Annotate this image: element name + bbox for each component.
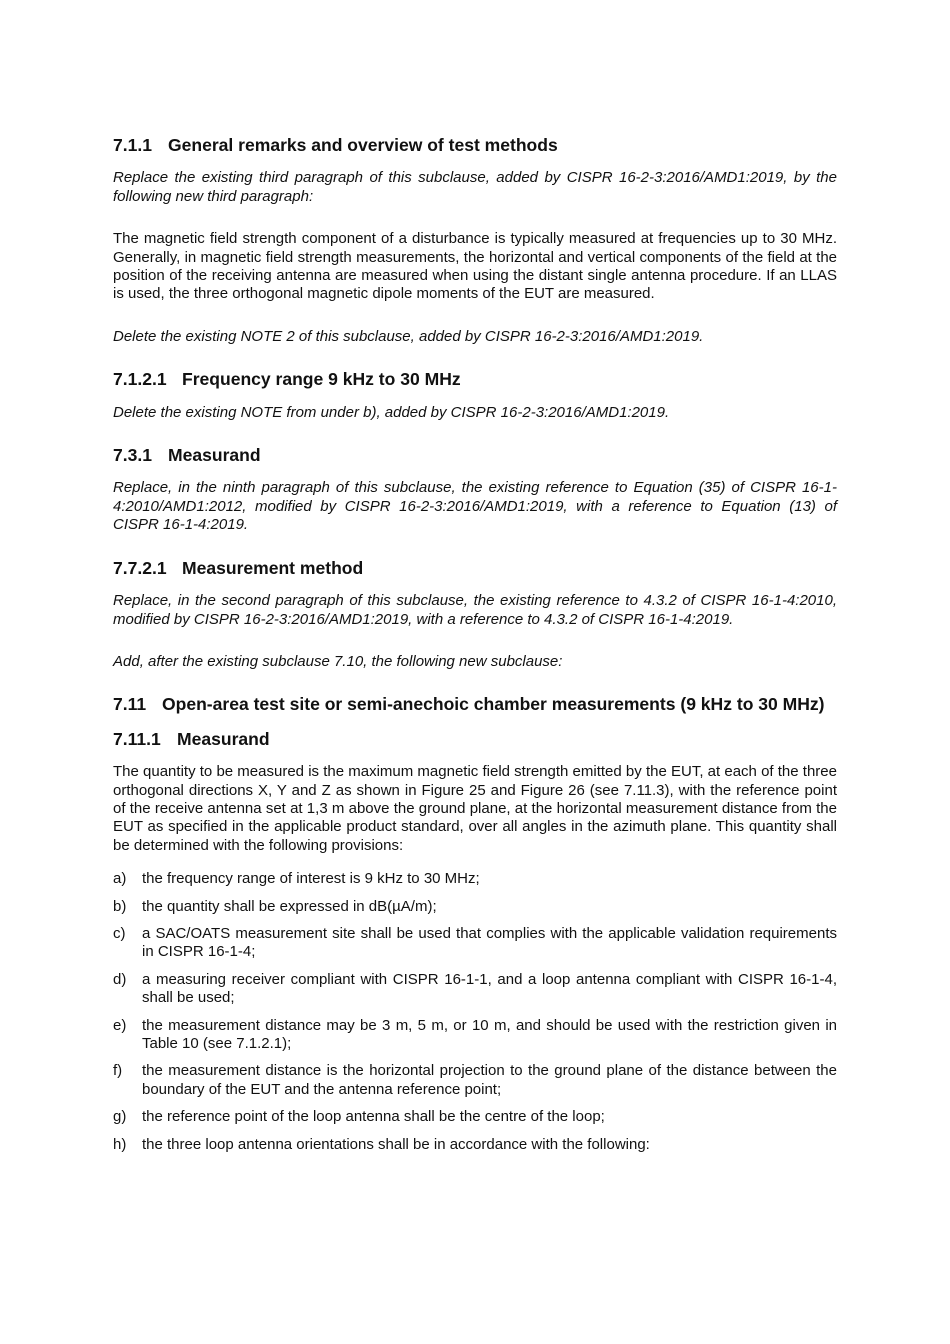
list-item-label: f) <box>113 1062 123 1080</box>
list-item <box>113 1017 837 1054</box>
heading-7-1-1 <box>113 136 837 154</box>
list-item <box>113 1108 837 1126</box>
list-item-label: b) <box>113 897 127 915</box>
heading-number: 7.11 <box>113 694 147 715</box>
heading-number: 7.11.1 <box>113 728 161 749</box>
list-item-text: a SAC/OATS measurement site shall be used that complies with the applicable validation requirements in CISPR 16-1-4; <box>142 924 837 961</box>
heading-7-11 <box>113 695 837 713</box>
list-item <box>113 925 837 962</box>
amendment-instruction: Replace, in the second paragraph of this subclause, the existing reference to 4.3.2 of CISPR 16-1-4:2010, modified by CISPR 16-2-3:2016/AMD1:2019, with a reference to 4.3.2 of CISPR 16-1-4:2019. <box>113 592 837 628</box>
heading-number: 7.7.2.1 <box>113 557 167 578</box>
heading-title: Frequency range 9 kHz to 30 MHz <box>182 369 461 390</box>
list-item <box>113 898 837 916</box>
heading-number: 7.3.1 <box>113 445 152 466</box>
list-item <box>113 1062 837 1099</box>
provisions-list <box>113 870 837 1154</box>
heading-title: General remarks and overview of test methods <box>168 135 558 155</box>
amendment-instruction: Delete the existing NOTE 2 of this subclause, added by CISPR 16-2-3:2016/AMD1:2019. <box>113 327 704 345</box>
heading-7-11-1 <box>113 730 837 748</box>
list-item-label: g) <box>113 1108 127 1126</box>
amendment-instruction: Replace the existing third paragraph of this subclause, added by CISPR 16-2-3:2016/AMD1:2019, by the following new third paragraph: <box>113 169 837 205</box>
list-item-label: h) <box>113 1135 127 1153</box>
list-item-text: the frequency range of interest is 9 kHz to 30 MHz; <box>142 870 480 888</box>
list-item-text: the three loop antenna orientations shall be in accordance with the following: <box>142 1135 650 1153</box>
body-paragraph: The magnetic field strength component of a disturbance is typically measured at frequencies up to 30 MHz. Generally, in magnetic field strength measurements, the horizontal and vertical components of the field at the position of the receiving antenna are measured when using the distant single antenna procedure. If an LLAS is used, the three orthogonal magnetic dipole moments of the EUT are measured. <box>113 230 837 303</box>
list-item-label: e) <box>113 1016 127 1034</box>
list-item-text: the measurement distance is the horizontal projection to the ground plane of the distance between the boundary of the EUT and the antenna reference point; <box>142 1062 837 1098</box>
body-paragraph: The quantity to be measured is the maximum magnetic field strength emitted by the EUT, at each of the three orthogonal directions X, Y and Z as shown in Figure 25 and Figure 26 (see 7.11.3), with the reference point of the receive antenna set at 1,3 m above the ground plane, at the horizontal measurement distance from the EUT as specified in the applicable product standard, over all angles in the azimuth plane. This quantity shall be determined with the following provisions: <box>113 763 837 854</box>
list-item-text: the measurement distance may be 3 m, 5 m, or 10 m, and should be used with the restriction given in Table 10 (see 7.1.2.1); <box>142 1016 837 1052</box>
list-item-label: c) <box>113 924 126 942</box>
heading-title: Measurand <box>168 445 261 466</box>
heading-title: Measurand <box>177 728 270 749</box>
list-item <box>113 971 837 1008</box>
heading-title: Open-area test site or semi-anechoic chamber measurements (9 kHz to 30 MHz) <box>162 694 825 715</box>
amendment-instruction: Delete the existing NOTE from under b), added by CISPR 16-2-3:2016/AMD1:2019. <box>113 403 670 421</box>
list-item-label: d) <box>113 970 127 988</box>
document-page <box>113 136 837 1154</box>
list-item <box>113 1136 837 1154</box>
heading-title: Measurement method <box>182 557 364 578</box>
heading-7-7-2-1 <box>113 559 837 577</box>
heading-number: 7.1.2.1 <box>113 369 167 390</box>
list-item <box>113 870 837 888</box>
heading-7-1-2-1 <box>113 370 837 388</box>
list-item-text: a measuring receiver compliant with CISPR 16-1-1, and a loop antenna compliant with CISPR 16-1-4, shall be used; <box>142 970 837 1007</box>
heading-number: 7.1.1 <box>113 135 152 155</box>
amendment-instruction: Replace, in the ninth paragraph of this subclause, the existing reference to Equation (35) of CISPR 16-1-4:2010/AMD1:2012, modified by CISPR 16-2-3:2016/AMD1:2019, with a reference to Equation (13) of CISPR 16-1-4:2019. <box>113 479 837 534</box>
list-item-text: the quantity shall be expressed in dB(µA/m); <box>142 897 437 915</box>
amendment-instruction: Add, after the existing subclause 7.10, the following new subclause: <box>113 652 563 670</box>
heading-7-3-1 <box>113 446 837 464</box>
list-item-text: the reference point of the loop antenna shall be the centre of the loop; <box>142 1108 605 1126</box>
list-item-label: a) <box>113 870 127 888</box>
